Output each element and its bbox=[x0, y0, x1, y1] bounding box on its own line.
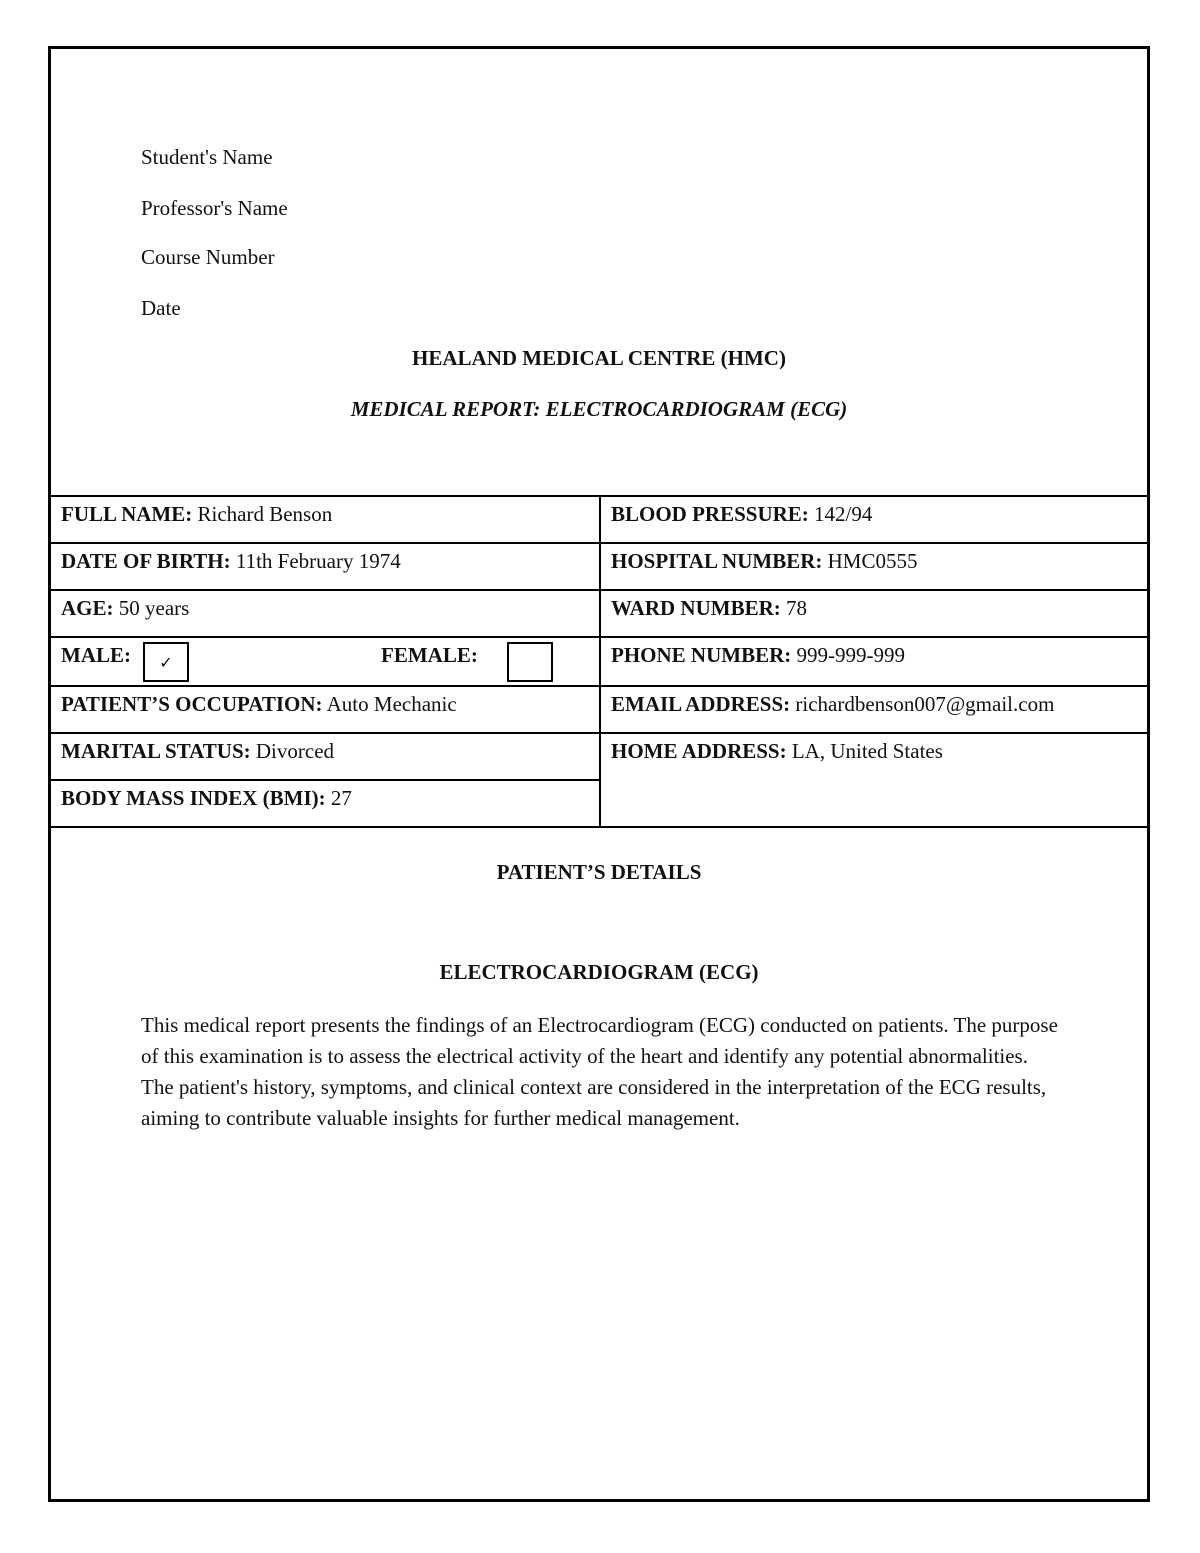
marital-cell bbox=[50, 733, 600, 780]
dob-label: DATE OF BIRTH: bbox=[61, 549, 231, 573]
dob-cell bbox=[50, 543, 600, 590]
table-row bbox=[50, 637, 1148, 686]
male-checkbox[interactable]: ✓ bbox=[143, 642, 189, 682]
email-value: richardbenson007@gmail.com bbox=[795, 692, 1055, 716]
ward-number-value: 78 bbox=[786, 596, 807, 620]
hospital-number-label: HOSPITAL NUMBER: bbox=[611, 549, 823, 573]
table-row bbox=[50, 543, 1148, 590]
phone-value: 999-999-999 bbox=[796, 643, 905, 667]
occupation-label: PATIENT’S OCCUPATION: bbox=[61, 692, 323, 716]
full-name-cell bbox=[50, 496, 600, 543]
female-label: FEMALE: bbox=[381, 643, 478, 667]
blood-pressure-value: 142/94 bbox=[814, 502, 873, 526]
document-title: HEALAND MEDICAL CENTRE (HMC) bbox=[412, 346, 786, 370]
home-address-label: HOME ADDRESS: bbox=[611, 739, 787, 763]
sex-cell bbox=[50, 637, 600, 686]
table-row bbox=[50, 496, 1148, 543]
age-label: AGE: bbox=[61, 596, 114, 620]
patient-details-caption: PATIENT’S DETAILS bbox=[496, 860, 702, 884]
age-value: 50 years bbox=[118, 596, 190, 620]
age-cell bbox=[50, 590, 600, 637]
dob-value: 11th February 1974 bbox=[235, 549, 401, 573]
full-name-label: FULL NAME: bbox=[61, 502, 193, 526]
email-cell bbox=[600, 686, 1148, 733]
home-address-value: LA, United States bbox=[791, 739, 943, 763]
full-name-value: Richard Benson bbox=[197, 502, 333, 526]
table-row bbox=[50, 686, 1148, 733]
document-subtitle: MEDICAL REPORT: ELECTROCARDIOGRAM (ECG) bbox=[350, 397, 848, 421]
female-checkbox[interactable] bbox=[507, 642, 553, 682]
hospital-number-cell bbox=[600, 543, 1148, 590]
hospital-number-value: HMC0555 bbox=[827, 549, 918, 573]
bmi-value: 27 bbox=[330, 786, 352, 810]
table-row bbox=[50, 733, 1148, 780]
ecg-section-heading: ELECTROCARDIOGRAM (ECG) bbox=[439, 960, 759, 984]
home-address-cell bbox=[600, 733, 1148, 827]
patient-details-table bbox=[49, 495, 1149, 828]
ecg-body-paragraph: This medical report presents the findings of an Electrocardiogram (ECG) conducted on patients. The purpose of this examination is to assess the electrical activity of the heart and identify any potential abnormalities. The patient's history, symptoms, and clinical context are considered in the interpretation of the ECG results, aiming to contribute valuable insights for further medical management. bbox=[141, 1013, 1058, 1130]
student-name: Student's Name bbox=[141, 145, 273, 169]
occupation-value: Auto Mechanic bbox=[326, 692, 457, 716]
bmi-cell bbox=[50, 780, 600, 827]
bmi-label: BODY MASS INDEX (BMI): bbox=[61, 786, 326, 810]
table-row bbox=[50, 590, 1148, 637]
phone-cell bbox=[600, 637, 1148, 686]
blood-pressure-label: BLOOD PRESSURE: bbox=[611, 502, 809, 526]
marital-value: Divorced bbox=[255, 739, 335, 763]
male-label: MALE: bbox=[61, 643, 131, 667]
ward-number-label: WARD NUMBER: bbox=[611, 596, 781, 620]
date: Date bbox=[141, 296, 181, 320]
email-label: EMAIL ADDRESS: bbox=[611, 692, 791, 716]
ward-number-cell bbox=[600, 590, 1148, 637]
marital-label: MARITAL STATUS: bbox=[61, 739, 251, 763]
professor-name: Professor's Name bbox=[141, 196, 288, 220]
occupation-cell bbox=[50, 686, 600, 733]
phone-label: PHONE NUMBER: bbox=[611, 643, 792, 667]
blood-pressure-cell bbox=[600, 496, 1148, 543]
course-number: Course Number bbox=[141, 245, 275, 269]
